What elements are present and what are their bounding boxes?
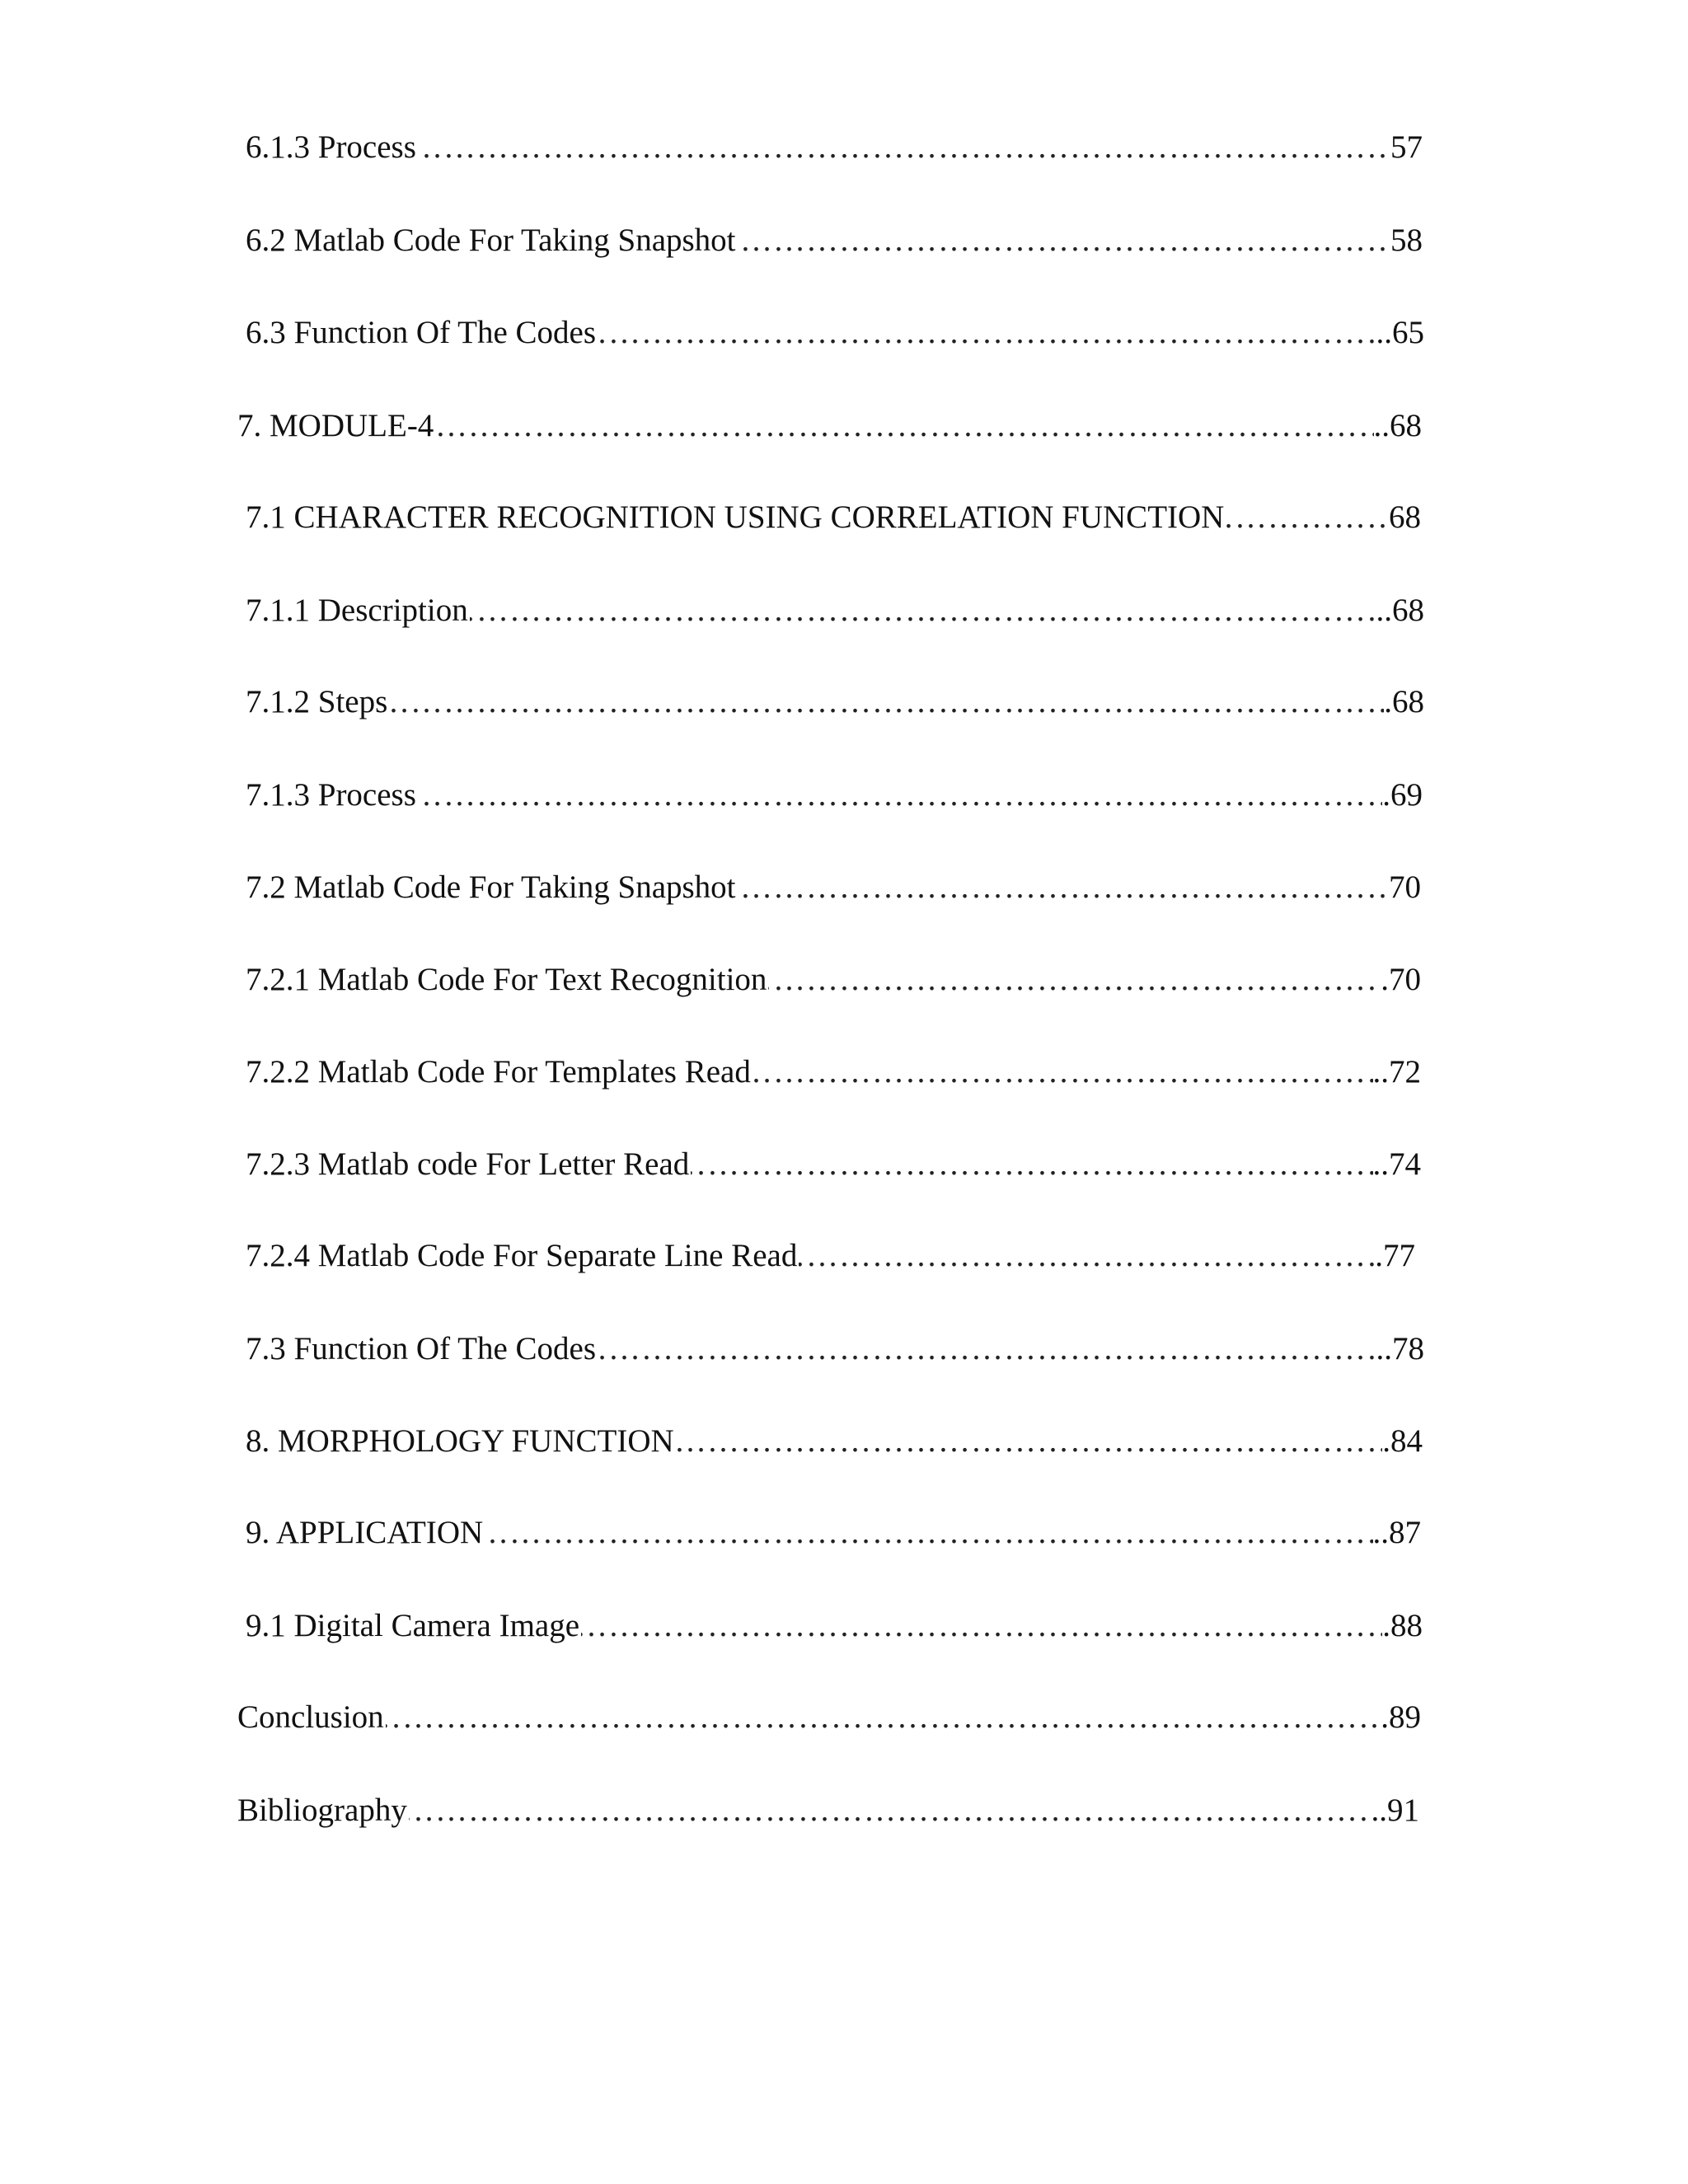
toc-entry-title: 7.1.1 Description [246, 586, 470, 635]
toc-entry-title: 7.1.3 Process [246, 771, 418, 820]
toc-entry-page-number: 70 [1389, 863, 1421, 912]
toc-entry-page-number: ..91 [1372, 1786, 1420, 1835]
toc-entry [246, 1417, 1423, 1466]
toc-entry [246, 1324, 1424, 1374]
toc-entry-title: 7.2.3 Matlab code For Letter Read [246, 1140, 691, 1189]
toc-entry-title: 9.1 Digital Camera Image [246, 1601, 581, 1651]
toc-entry-page-number: ..68 [1376, 586, 1425, 635]
toc-entry-page-number: 58 [1390, 216, 1423, 265]
toc-entry [246, 1601, 1423, 1651]
toc-entry [237, 401, 1422, 451]
toc-entry-page-number: ..68 [1374, 401, 1423, 451]
toc-entry-page-number: ..72 [1373, 1047, 1422, 1097]
toc-entry-title: 7.2.1 Matlab Code For Text Recognition [246, 955, 768, 1005]
toc-entry-title: 7.3 Function Of The Codes [246, 1324, 598, 1374]
toc-entry-page-number: ..87 [1373, 1508, 1422, 1558]
toc-entry-page-number: .77 [1375, 1231, 1415, 1281]
toc-entry-title: 7.2 Matlab Code For Taking Snapshot [246, 863, 738, 912]
dot-leader [246, 677, 1424, 727]
toc-entry-title: 8. MORPHOLOGY FUNCTION [246, 1417, 676, 1466]
toc-entry-page-number: 68 [1389, 493, 1421, 542]
toc-entry-title: 7. MODULE-4 [237, 401, 435, 451]
toc-entry-page-number: .69 [1382, 771, 1423, 820]
toc-entry-title: 7.1.2 Steps [246, 677, 389, 727]
toc-entry [246, 1140, 1421, 1189]
toc-entry [246, 123, 1423, 172]
toc-entry-title: 6.1.3 Process [246, 123, 418, 172]
toc-entry-page-number: ..65 [1376, 308, 1425, 358]
toc-entry [246, 586, 1424, 635]
toc-entry-title: 7.1 CHARACTER RECOGNITION USING CORRELATION FUNCTION [246, 493, 1226, 542]
toc-entry [237, 1786, 1419, 1835]
dot-leader [246, 771, 1423, 820]
toc-entry-title: 7.2.2 Matlab Code For Templates Read [246, 1047, 753, 1097]
toc-entry-title: 6.2 Matlab Code For Taking Snapshot [246, 216, 738, 265]
toc-entry [246, 1508, 1421, 1558]
toc-entry-page-number: .88 [1382, 1601, 1423, 1651]
toc-entry [246, 677, 1424, 727]
toc-entry [246, 308, 1424, 358]
toc-entry [246, 955, 1421, 1005]
toc-entry-page-number: .70 [1381, 955, 1421, 1005]
toc-entry-page-number: ..78 [1376, 1324, 1425, 1374]
toc-entry [246, 1231, 1415, 1281]
toc-entry-page-number: ..74 [1373, 1140, 1422, 1189]
toc-entry [237, 1693, 1421, 1742]
toc-entry-page-number: .68 [1384, 677, 1424, 727]
toc-entry-page-number: .84 [1382, 1417, 1423, 1466]
toc-entry [246, 493, 1421, 542]
toc-entry [246, 771, 1423, 820]
toc-entry-title: 7.2.4 Matlab Code For Separate Line Read [246, 1231, 799, 1281]
toc-entry-title: Bibliography [237, 1786, 409, 1835]
dot-leader [246, 123, 1423, 172]
toc-entry [246, 1047, 1421, 1097]
toc-entry-page-number: .89 [1381, 1693, 1421, 1742]
dot-leader [237, 1693, 1421, 1742]
toc-entry-title: 9. APPLICATION [246, 1508, 485, 1558]
toc-entry-title: 6.3 Function Of The Codes [246, 308, 598, 358]
dot-leader [237, 1786, 1419, 1835]
toc-entry-page-number: 57 [1390, 123, 1423, 172]
toc-entry [246, 216, 1423, 265]
toc-entry-title: Conclusion [237, 1693, 386, 1742]
toc-entry [246, 863, 1421, 912]
